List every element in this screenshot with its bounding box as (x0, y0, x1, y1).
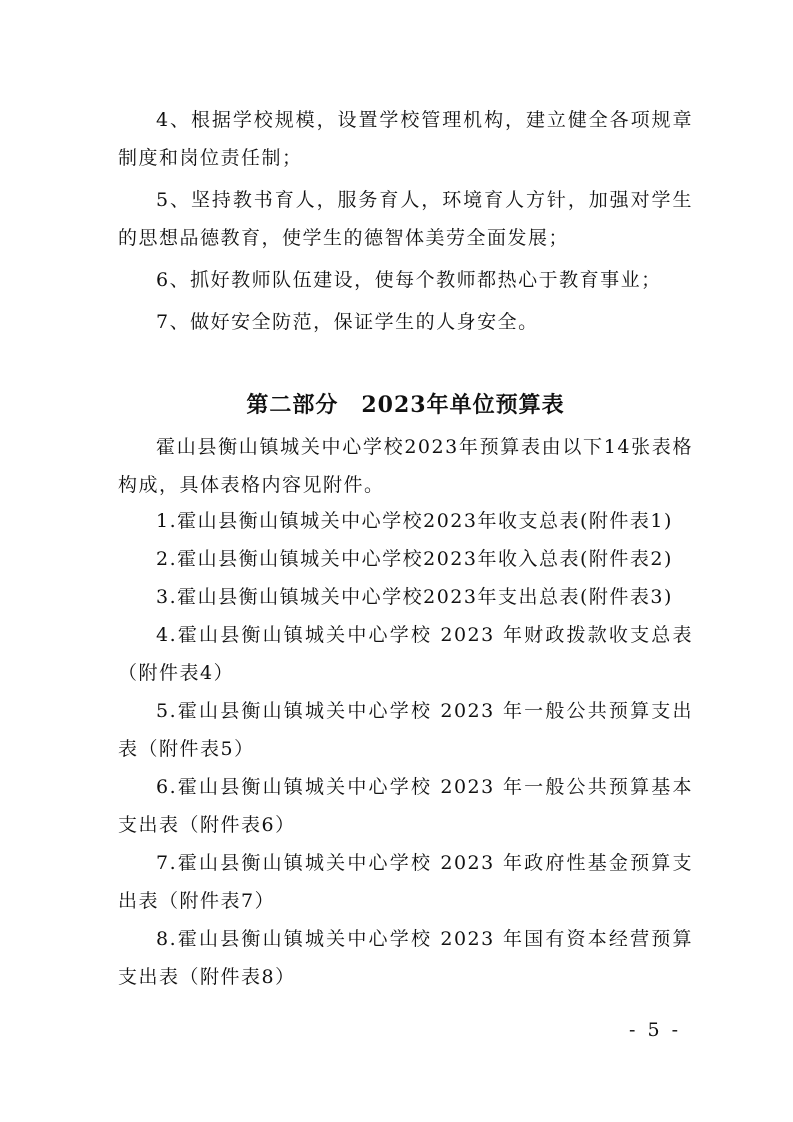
list-item: 7、做好安全防范，保证学生的人身安全。 (156, 311, 539, 333)
list-item: 6、抓好教师队伍建设，使每个教师都热心于教育事业； (156, 269, 662, 291)
intro-paragraph: 霍山县衡山镇城关中心学校2023年预算表由以下14张表格构成，具体表格内容见附件。 (118, 436, 693, 496)
table-list-item: 3.霍山县衡山镇城关中心学校2023年支出总表(附件表3) (156, 586, 673, 608)
table-list-item: 2.霍山县衡山镇城关中心学校2023年收入总表(附件表2) (156, 548, 673, 570)
list-item: 5、坚持教书育人，服务育人，环境育人方针，加强对学生的思想品德教育，使学生的德智体美劳全面发展； (118, 189, 693, 249)
page-number: - 5 - (628, 1019, 681, 1041)
table-list-item: 8.霍山县衡山镇城关中心学校 2023 年国有资本经营预算支出表（附件表8） (118, 928, 693, 988)
list-item: 4、根据学校规模，设置学校管理机构，建立健全各项规章制度和岗位责任制； (118, 109, 693, 169)
table-list-item: 7.霍山县衡山镇城关中心学校 2023 年政府性基金预算支出表（附件表7） (118, 852, 693, 912)
table-list-item: 5.霍山县衡山镇城关中心学校 2023 年一般公共预算支出表（附件表5） (118, 700, 693, 760)
table-list-item: 4.霍山县衡山镇城关中心学校 2023 年财政拨款收支总表（附件表4） (118, 624, 693, 684)
section-heading: 第二部分 2023年单位预算表 (246, 392, 565, 418)
table-list-item: 6.霍山县衡山镇城关中心学校 2023 年一般公共预算基本支出表（附件表6） (118, 776, 693, 836)
table-list-item: 1.霍山县衡山镇城关中心学校2023年收支总表(附件表1) (156, 510, 673, 532)
